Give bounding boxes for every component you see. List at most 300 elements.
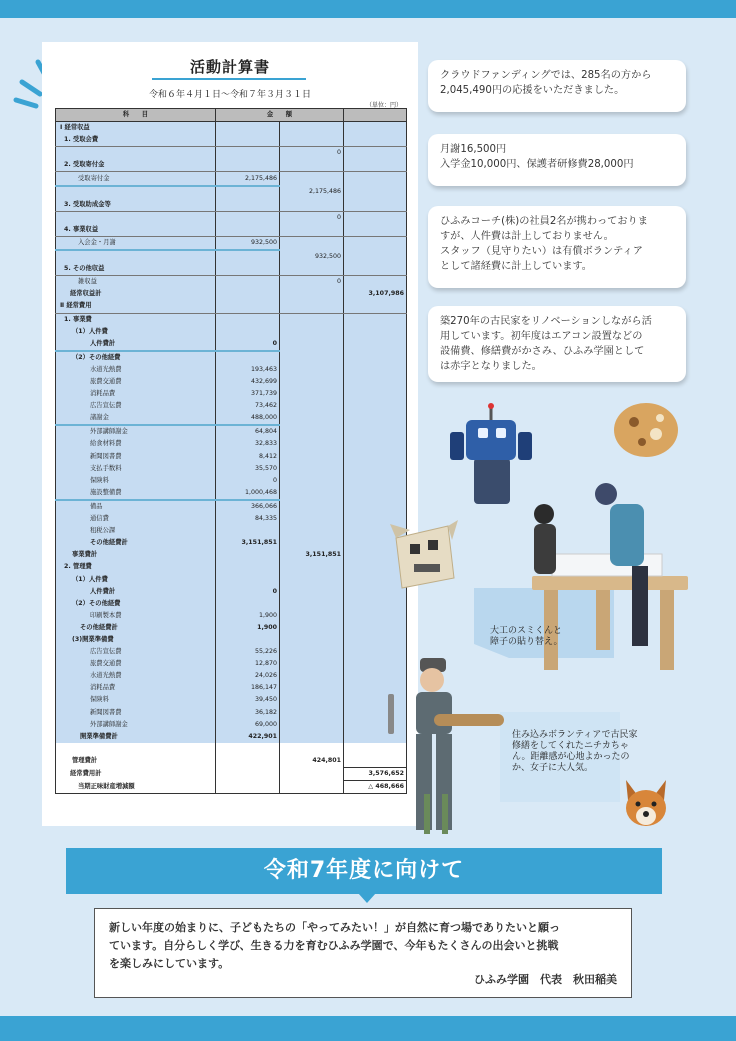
row-amount-1 xyxy=(216,326,280,338)
note-line: は赤字となりました。 xyxy=(440,361,542,372)
header-blank xyxy=(344,109,407,122)
bottom-bar xyxy=(0,1016,736,1041)
row-amount-2 xyxy=(280,463,344,475)
row-amount-1 xyxy=(216,549,280,561)
table-row xyxy=(56,634,407,646)
row-label: 入会金・月謝 xyxy=(56,236,216,250)
row-amount-3 xyxy=(344,400,407,412)
table-row xyxy=(56,122,407,135)
row-amount-3 xyxy=(344,250,407,263)
table-row xyxy=(56,694,407,706)
note-crowdfunding xyxy=(428,60,686,112)
table-row xyxy=(56,451,407,463)
row-amount-1: 193,463 xyxy=(216,364,280,376)
row-amount-2 xyxy=(280,513,344,525)
row-amount-2: 424,801 xyxy=(280,755,344,768)
row-amount-2 xyxy=(280,586,344,598)
row-amount-2 xyxy=(280,634,344,646)
row-amount-3 xyxy=(344,276,407,289)
row-label: 諸謝金 xyxy=(56,412,216,425)
row-amount-3 xyxy=(344,622,407,634)
row-amount-1: 36,182 xyxy=(216,707,280,719)
table-row xyxy=(56,610,407,622)
row-amount-3: 3,576,652 xyxy=(344,767,407,780)
row-amount-1: 1,000,468 xyxy=(216,487,280,500)
row-amount-2 xyxy=(280,172,344,186)
row-amount-1: 3,151,851 xyxy=(216,537,280,549)
message-line: を楽しみにしています。 xyxy=(109,957,230,970)
row-label: 水道光熱費 xyxy=(56,670,216,682)
row-amount-1 xyxy=(216,122,280,135)
caption-carpenter xyxy=(490,626,563,648)
row-amount-2 xyxy=(280,288,344,300)
row-amount-1: 35,570 xyxy=(216,463,280,475)
note-line: 2,045,490円の応援をいただきました。 xyxy=(440,85,625,96)
table-row xyxy=(56,598,407,610)
row-amount-3 xyxy=(344,425,407,438)
row-amount-2 xyxy=(280,122,344,135)
row-amount-1 xyxy=(216,211,280,224)
table-row xyxy=(56,288,407,300)
row-amount-2 xyxy=(280,719,344,731)
row-amount-1 xyxy=(216,159,280,172)
row-label: 人件費計 xyxy=(56,338,216,351)
row-label: （2）その他経費 xyxy=(56,351,216,364)
row-amount-1: 84,335 xyxy=(216,513,280,525)
statement-table xyxy=(55,108,407,794)
table-row xyxy=(56,326,407,338)
row-label: (3)開業準備費 xyxy=(56,634,216,646)
row-amount-2 xyxy=(280,537,344,549)
note-line: ひふみコーチ(株)の社員2名が携わっておりま xyxy=(440,216,648,227)
row-label: 4. 事業収益 xyxy=(56,224,216,237)
table-row xyxy=(56,487,407,500)
paper-craft-photo xyxy=(388,520,460,592)
row-amount-1 xyxy=(216,351,280,364)
row-amount-1: 24,026 xyxy=(216,670,280,682)
note-line: クラウドファンディングでは、285名の方から xyxy=(440,70,652,81)
row-amount-3 xyxy=(344,364,407,376)
note-staff xyxy=(428,206,686,288)
note-line: として諸経費に計上しています。 xyxy=(440,261,592,272)
row-amount-2: 3,151,851 xyxy=(280,549,344,561)
row-label: 新聞図書費 xyxy=(56,707,216,719)
row-label: 外部講師謝金 xyxy=(56,425,216,438)
row-amount-3: △ 468,666 xyxy=(344,781,407,794)
row-label xyxy=(56,250,216,263)
row-label: 2. 管理費 xyxy=(56,561,216,573)
row-amount-1: 366,066 xyxy=(216,500,280,513)
row-amount-2 xyxy=(280,731,344,743)
row-amount-2 xyxy=(280,364,344,376)
dog-photo xyxy=(618,774,674,836)
row-label: （2）その他経費 xyxy=(56,598,216,610)
table-row xyxy=(56,549,407,561)
row-label: 雑収益 xyxy=(56,276,216,289)
row-amount-2 xyxy=(280,412,344,425)
row-label: 通信費 xyxy=(56,513,216,525)
table-row xyxy=(56,338,407,351)
row-label: 2. 受取寄付金 xyxy=(56,159,216,172)
table-row xyxy=(56,646,407,658)
row-amount-1: 1,900 xyxy=(216,610,280,622)
row-amount-2: 0 xyxy=(280,147,344,160)
volunteer-photo xyxy=(386,654,506,840)
row-amount-1: 39,450 xyxy=(216,694,280,706)
row-amount-1: 12,870 xyxy=(216,658,280,670)
row-amount-2 xyxy=(280,767,344,780)
row-amount-1 xyxy=(216,634,280,646)
row-amount-2 xyxy=(280,236,344,250)
row-amount-2 xyxy=(280,351,344,364)
row-amount-2 xyxy=(280,500,344,513)
row-label xyxy=(56,147,216,160)
table-header-row xyxy=(56,109,407,122)
table-row xyxy=(56,525,407,537)
row-amount-1: 1,900 xyxy=(216,622,280,634)
message-line: 新しい年度の始まりに、子どもたちの「やってみたい！」が自然に育つ場でありたいと願っ xyxy=(109,921,560,934)
table-row xyxy=(56,573,407,585)
note-line: 月謝16,500円 xyxy=(440,144,507,155)
row-amount-1 xyxy=(216,276,280,289)
row-amount-2: 2,175,486 xyxy=(280,186,344,199)
row-amount-1: 432,699 xyxy=(216,376,280,388)
table-row xyxy=(56,376,407,388)
row-amount-1: 55,226 xyxy=(216,646,280,658)
row-label: 消耗品費 xyxy=(56,388,216,400)
row-label: 広告宣伝費 xyxy=(56,646,216,658)
table-row xyxy=(56,159,407,172)
row-label: 租税公課 xyxy=(56,525,216,537)
row-label: 3. 受取助成金等 xyxy=(56,199,216,212)
row-amount-1 xyxy=(216,755,280,768)
row-amount-3: 3,107,986 xyxy=(344,288,407,300)
row-label xyxy=(56,186,216,199)
row-amount-1 xyxy=(216,186,280,199)
table-row xyxy=(56,186,407,199)
row-amount-2 xyxy=(280,781,344,794)
caption-line: 修繕をしてくれたニチカちゃ xyxy=(512,741,629,751)
unit-label: （単位：円） xyxy=(365,102,402,109)
row-amount-2 xyxy=(280,376,344,388)
row-amount-1: 0 xyxy=(216,586,280,598)
table-row xyxy=(56,364,407,376)
signature: ひふみ学園 代表 秋田稲美 xyxy=(474,973,617,986)
row-amount-3 xyxy=(344,147,407,160)
statement-title: 活動計算書 xyxy=(189,58,270,76)
row-amount-1: 64,804 xyxy=(216,425,280,438)
row-label: 備品 xyxy=(56,500,216,513)
table-row xyxy=(56,682,407,694)
row-amount-2 xyxy=(280,224,344,237)
row-amount-2 xyxy=(280,682,344,694)
row-label: 新聞図書費 xyxy=(56,451,216,463)
row-label: 保険料 xyxy=(56,475,216,487)
row-amount-1 xyxy=(216,147,280,160)
row-amount-2 xyxy=(280,326,344,338)
row-amount-2 xyxy=(280,610,344,622)
caption-line: 障子の貼り替え。 xyxy=(490,637,563,647)
row-amount-3 xyxy=(344,211,407,224)
row-amount-1 xyxy=(216,598,280,610)
message-line: ています。自分らしく学び、生きる力を育むひふみ学園で、今年もたくさんの出会いと挑戦 xyxy=(109,939,559,952)
table-row xyxy=(56,276,407,289)
row-amount-2 xyxy=(280,313,344,326)
caption-line: か、女子に大人気。 xyxy=(512,763,594,773)
table-row xyxy=(56,388,407,400)
row-label: 経常費用計 xyxy=(56,767,216,780)
note-fees xyxy=(428,134,686,186)
row-label: 保険料 xyxy=(56,694,216,706)
row-amount-3 xyxy=(344,598,407,610)
row-amount-3 xyxy=(344,351,407,364)
row-amount-2 xyxy=(280,694,344,706)
next-year-banner: 令和7年度に向けて xyxy=(66,848,662,894)
header-account: 科 目 xyxy=(56,109,216,122)
row-amount-3 xyxy=(344,338,407,351)
table-row xyxy=(56,719,407,731)
row-label: 人件費計 xyxy=(56,586,216,598)
table-row xyxy=(56,731,407,743)
row-label: 外部講師謝金 xyxy=(56,719,216,731)
representative-message xyxy=(94,908,632,998)
row-amount-2 xyxy=(280,646,344,658)
table-row xyxy=(56,425,407,438)
table-row xyxy=(56,622,407,634)
row-amount-1 xyxy=(216,561,280,573)
cookie-photo xyxy=(612,400,680,460)
row-amount-3 xyxy=(344,172,407,186)
row-amount-3 xyxy=(344,634,407,646)
row-amount-1 xyxy=(216,525,280,537)
title-underline xyxy=(152,78,306,80)
row-label: 旅費交通費 xyxy=(56,658,216,670)
note-line: 入学金10,000円、保護者研修費28,000円 xyxy=(440,159,634,170)
carpentry-photo xyxy=(522,474,692,686)
row-amount-1 xyxy=(216,781,280,794)
table-row xyxy=(56,767,407,780)
row-amount-1: 371,739 xyxy=(216,388,280,400)
caption-line: 大工のスミくんと xyxy=(490,626,563,636)
table-row xyxy=(56,134,407,147)
row-amount-2 xyxy=(280,707,344,719)
row-label: 1. 受取会費 xyxy=(56,134,216,147)
note-line: スタッフ（見守りたい）は有償ボランティア xyxy=(440,246,643,257)
row-amount-1: 0 xyxy=(216,475,280,487)
row-amount-3 xyxy=(344,300,407,313)
row-amount-3 xyxy=(344,313,407,326)
row-amount-1 xyxy=(216,573,280,585)
row-label: その他経費計 xyxy=(56,622,216,634)
row-label: 経常収益計 xyxy=(56,288,216,300)
row-amount-2 xyxy=(280,300,344,313)
row-amount-3 xyxy=(344,463,407,475)
caption-line: ん。距離感が心地よかったの xyxy=(512,752,630,762)
row-amount-1 xyxy=(216,288,280,300)
note-line: 築270年の古民家をリノベーションしながら活 xyxy=(440,316,652,327)
row-amount-3 xyxy=(344,388,407,400)
row-amount-1: 73,462 xyxy=(216,400,280,412)
table-row xyxy=(56,513,407,525)
row-amount-3 xyxy=(344,376,407,388)
table-row xyxy=(56,147,407,160)
row-amount-1: 69,000 xyxy=(216,719,280,731)
table-row xyxy=(56,211,407,224)
row-label: 旅費交通費 xyxy=(56,376,216,388)
table-row xyxy=(56,438,407,450)
row-amount-1 xyxy=(216,134,280,147)
table-row xyxy=(56,670,407,682)
table-row xyxy=(56,250,407,263)
row-label: Ⅱ 経常費用 xyxy=(56,300,216,313)
row-amount-3 xyxy=(344,412,407,425)
table-row xyxy=(56,755,407,768)
top-bar xyxy=(0,0,736,18)
row-amount-3 xyxy=(344,610,407,622)
row-amount-2: 0 xyxy=(280,211,344,224)
row-amount-1: 32,833 xyxy=(216,438,280,450)
table-row xyxy=(56,537,407,549)
row-amount-2 xyxy=(280,573,344,585)
row-label: （1）人件費 xyxy=(56,326,216,338)
row-amount-3 xyxy=(344,487,407,500)
note-line: すが、人件費は計上しておりません。 xyxy=(440,231,614,242)
table-row xyxy=(56,500,407,513)
table-row xyxy=(56,781,407,794)
row-amount-3 xyxy=(344,451,407,463)
row-amount-1 xyxy=(216,300,280,313)
row-label: 給食材料費 xyxy=(56,438,216,450)
caption-volunteer xyxy=(512,730,638,774)
header-amount: 金 額 xyxy=(216,109,344,122)
row-amount-2 xyxy=(280,263,344,276)
row-label: 当期正味財産増減額 xyxy=(56,781,216,794)
row-amount-2 xyxy=(280,561,344,573)
row-amount-3 xyxy=(344,134,407,147)
row-amount-2: 932,500 xyxy=(280,250,344,263)
table-row xyxy=(56,475,407,487)
table-row xyxy=(56,412,407,425)
row-label: 受取寄付金 xyxy=(56,172,216,186)
banner-pointer xyxy=(358,893,376,903)
row-amount-1 xyxy=(216,313,280,326)
note-line: 用しています。初年度はエアコン設置などの xyxy=(440,331,643,342)
table-row xyxy=(56,224,407,237)
row-amount-2 xyxy=(280,743,344,755)
row-label: その他経費計 xyxy=(56,537,216,549)
table-row xyxy=(56,351,407,364)
row-label: 消耗品費 xyxy=(56,682,216,694)
row-amount-3 xyxy=(344,326,407,338)
caption-line: 住み込みボランティアで古民家 xyxy=(512,730,638,740)
row-amount-1: 932,500 xyxy=(216,236,280,250)
row-amount-3 xyxy=(344,199,407,212)
note-building xyxy=(428,306,686,382)
row-amount-1: 186,147 xyxy=(216,682,280,694)
row-amount-2 xyxy=(280,487,344,500)
row-label xyxy=(56,743,216,755)
row-amount-2 xyxy=(280,598,344,610)
row-label: 印刷製本費 xyxy=(56,610,216,622)
statement-period: 令和６年４月１日～令和７年３月３１日 xyxy=(148,90,311,100)
row-amount-1 xyxy=(216,250,280,263)
row-amount-2 xyxy=(280,338,344,351)
table-row xyxy=(56,236,407,250)
activity-statement xyxy=(42,42,418,826)
table-row xyxy=(56,561,407,573)
row-amount-2 xyxy=(280,134,344,147)
row-amount-3 xyxy=(344,236,407,250)
row-amount-1 xyxy=(216,743,280,755)
row-label: 支払手数料 xyxy=(56,463,216,475)
table-row xyxy=(56,707,407,719)
row-label: 1. 事業費 xyxy=(56,313,216,326)
row-amount-1: 422,901 xyxy=(216,731,280,743)
row-amount-2 xyxy=(280,658,344,670)
row-label: （1）人件費 xyxy=(56,573,216,585)
table-row xyxy=(56,658,407,670)
row-label: 施設整備費 xyxy=(56,487,216,500)
row-amount-2 xyxy=(280,159,344,172)
row-label: 広告宣伝費 xyxy=(56,400,216,412)
table-row xyxy=(56,400,407,412)
row-amount-2 xyxy=(280,400,344,412)
row-amount-1 xyxy=(216,224,280,237)
table-row xyxy=(56,463,407,475)
row-amount-2 xyxy=(280,199,344,212)
row-label: 開業準備費計 xyxy=(56,731,216,743)
row-amount-3 xyxy=(344,122,407,135)
table-row xyxy=(56,263,407,276)
table-row xyxy=(56,172,407,186)
table-row xyxy=(56,300,407,313)
row-amount-1: 2,175,486 xyxy=(216,172,280,186)
row-amount-1 xyxy=(216,263,280,276)
row-amount-2 xyxy=(280,475,344,487)
row-label xyxy=(56,211,216,224)
row-amount-3 xyxy=(344,159,407,172)
row-label: 水道光熱費 xyxy=(56,364,216,376)
row-amount-3 xyxy=(344,186,407,199)
row-amount-1: 488,000 xyxy=(216,412,280,425)
row-amount-3 xyxy=(344,475,407,487)
table-row xyxy=(56,199,407,212)
row-label: 事業費計 xyxy=(56,549,216,561)
note-line: 設備費、修繕費がかさみ、ひふみ学園として xyxy=(440,346,645,357)
row-amount-2 xyxy=(280,670,344,682)
row-amount-3 xyxy=(344,500,407,513)
table-row xyxy=(56,586,407,598)
row-amount-3 xyxy=(344,263,407,276)
row-label: 管理費計 xyxy=(56,755,216,768)
row-amount-1: 8,412 xyxy=(216,451,280,463)
row-label: Ⅰ 経常収益 xyxy=(56,122,216,135)
row-amount-2 xyxy=(280,451,344,463)
row-amount-2 xyxy=(280,525,344,537)
row-amount-2 xyxy=(280,622,344,634)
table-row xyxy=(56,313,407,326)
table-row xyxy=(56,743,407,755)
row-amount-1: 0 xyxy=(216,338,280,351)
row-amount-3 xyxy=(344,224,407,237)
row-amount-2: 0 xyxy=(280,276,344,289)
row-amount-2 xyxy=(280,425,344,438)
row-amount-2 xyxy=(280,388,344,400)
row-amount-1 xyxy=(216,199,280,212)
row-amount-2 xyxy=(280,438,344,450)
row-label: 5. その他収益 xyxy=(56,263,216,276)
row-amount-3 xyxy=(344,438,407,450)
